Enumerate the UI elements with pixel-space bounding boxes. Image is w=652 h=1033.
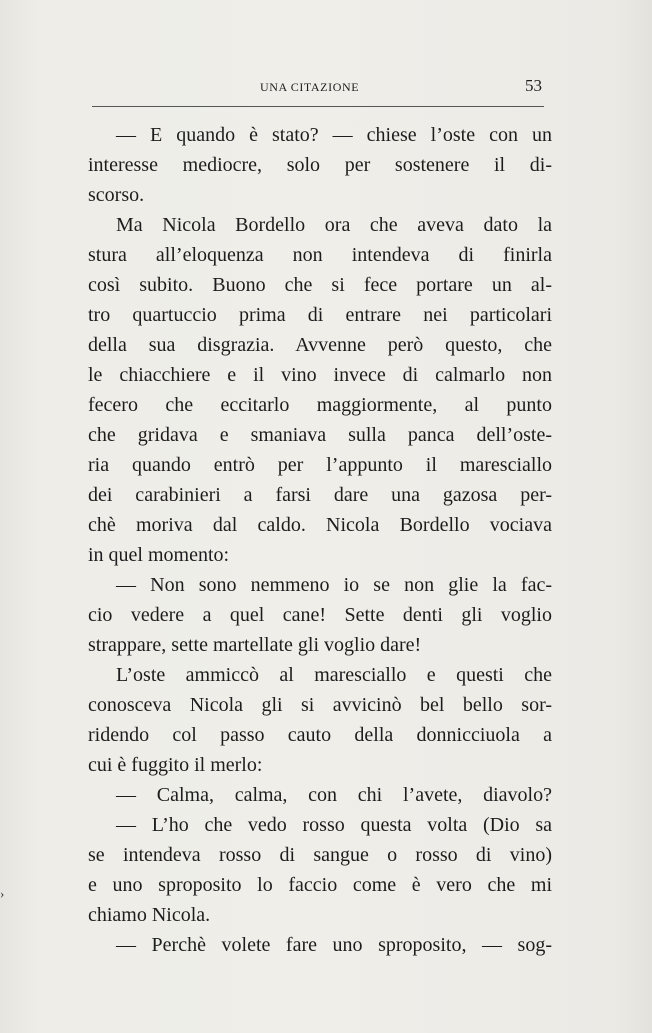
text-line: scorso. — [88, 184, 145, 206]
text-line: cio vedere a quel cane! Sette denti gli voglio — [88, 604, 552, 626]
text-line: strappare, sette martellate gli voglio dare! — [88, 634, 422, 656]
page-number: 53 — [525, 76, 542, 95]
text-line: L’oste ammiccò al maresciallo e questi che — [116, 664, 552, 686]
text-line: le chiacchiere e il vino invece di calmarlo non — [88, 364, 552, 386]
text-line: stura all’eloquenza non intendeva di finirla — [88, 244, 552, 266]
text-line: — E quando è stato? — chiese l’oste con un — [116, 124, 552, 146]
body-text — [88, 120, 552, 960]
text-line: tro quartuccio prima di entrare nei particolari — [88, 304, 552, 326]
text-line: che gridava e smaniava sulla panca dell’oste- — [88, 424, 552, 446]
text-line: così subito. Buono che si fece portare un al- — [88, 274, 552, 296]
text-line: chiamo Nicola. — [88, 904, 211, 926]
text-line: Ma Nicola Bordello ora che aveva dato la — [116, 214, 552, 236]
text-line: ria quando entrò per l’appunto il maresciallo — [88, 454, 552, 476]
text-line: se intendeva rosso di sangue o rosso di vino) — [88, 844, 552, 866]
text-line: cui è fuggito il merlo: — [88, 754, 263, 776]
text-line: chè moriva dal caldo. Nicola Bordello vociava — [88, 514, 552, 536]
text-line: della sua disgrazia. Avvenne però questo, che — [88, 334, 552, 356]
text-line: in quel momento: — [88, 544, 230, 566]
text-line: e uno sproposito lo faccio come è vero che mi — [88, 874, 552, 896]
page-header — [118, 76, 542, 98]
text-line: fecero che eccitarlo maggiormente, al punto — [88, 394, 552, 416]
binding-edge-mark: › — [0, 886, 5, 901]
text-line: — Non sono nemmeno io se non glie la fac- — [116, 574, 552, 596]
text-line: conosceva Nicola gli si avvicinò bel bello sor- — [88, 694, 552, 716]
text-line: dei carabinieri a farsi dare una gazosa per- — [88, 484, 552, 506]
text-line: — Perchè volete fare uno sproposito, — sog- — [116, 934, 552, 956]
running-title: UNA CITAZIONE — [260, 80, 360, 94]
text-line: — L’ho che vedo rosso questa volta (Dio sa — [116, 814, 552, 836]
text-line: — Calma, calma, con chi l’avete, diavolo? — [116, 784, 552, 806]
text-line: interesse mediocre, solo per sostenere il di- — [88, 154, 552, 176]
text-line: ridendo col passo cauto della donnicciuola a — [88, 724, 552, 746]
header-rule — [92, 106, 544, 107]
